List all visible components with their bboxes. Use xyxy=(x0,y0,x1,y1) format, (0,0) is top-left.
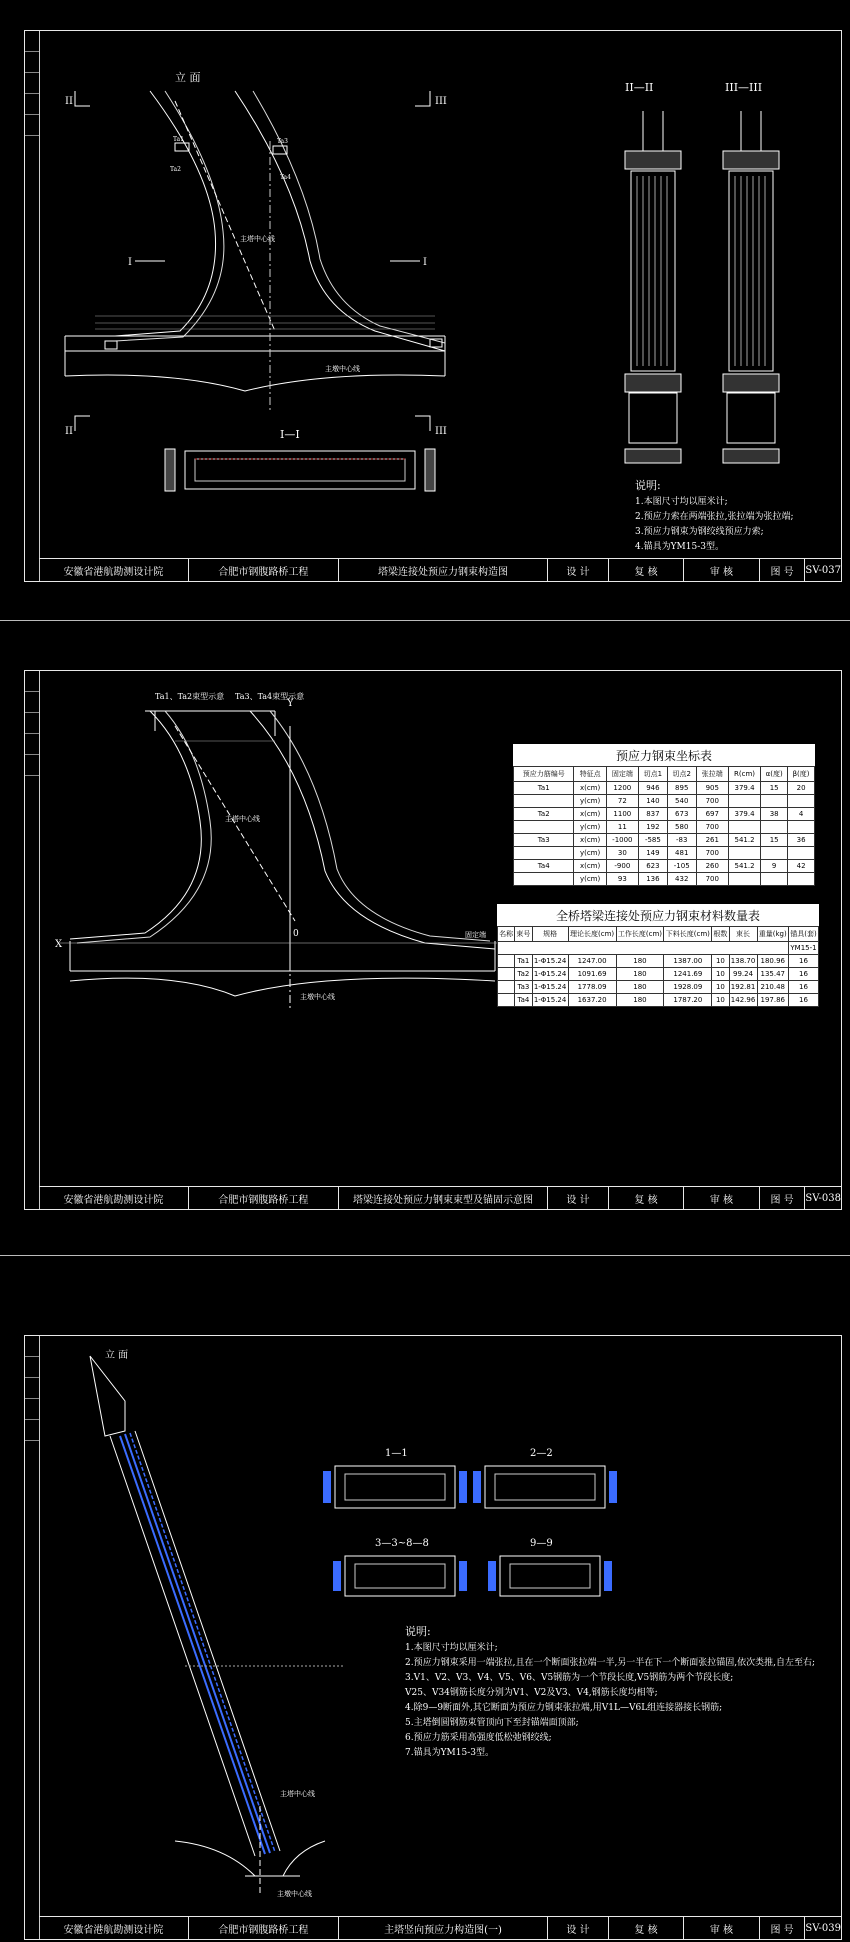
title-review: 复 核 xyxy=(609,1917,684,1939)
table-cell xyxy=(514,821,574,834)
title-design: 设 计 xyxy=(548,1917,609,1939)
title-drawing: 主塔竖向预应力构造图(一) xyxy=(339,1917,548,1939)
table-cell: 9 xyxy=(761,860,788,873)
col-header: 切点1 xyxy=(638,767,667,782)
table-cell xyxy=(761,873,788,886)
table-cell: 135.47 xyxy=(757,968,788,981)
table-row xyxy=(498,955,819,968)
table-cell: 541.2 xyxy=(728,860,760,873)
note-2: 2.预应力钢束采用一端张拉,且在一个断面张拉端一半,另一半在下一个断面张拉锚固,依次类推,自左至右; xyxy=(405,1658,816,1668)
col-header: 切点2 xyxy=(667,767,696,782)
table-cell: 481 xyxy=(667,847,696,860)
col-header: 工作长度(cm) xyxy=(616,927,664,942)
table-cell: 16 xyxy=(788,981,818,994)
col-header: 下料长度(cm) xyxy=(664,927,712,942)
section-III-title: III—III xyxy=(725,81,763,94)
col-header: α(度) xyxy=(761,767,788,782)
table-cell: 837 xyxy=(638,808,667,821)
note-1: 1.本图尺寸均以厘米计; xyxy=(405,1643,498,1653)
table-cell: Ta4 xyxy=(514,860,574,873)
table-cell xyxy=(514,873,574,886)
table-cell: 36 xyxy=(788,834,815,847)
title-block xyxy=(39,558,841,581)
title-no: SV-038 xyxy=(805,1192,841,1204)
title-no-label: 图 号 xyxy=(760,1917,806,1939)
table-cell xyxy=(761,821,788,834)
note-1: 1.本图尺寸均以厘米计; xyxy=(635,497,728,507)
table-cell xyxy=(788,821,815,834)
tower-axis-label: 主塔中心线 xyxy=(240,235,275,243)
table-cell: Ta2 xyxy=(515,968,532,981)
title-org: 安徽省港航勘测设计院 xyxy=(39,1187,189,1209)
sheet-separator xyxy=(0,1255,850,1256)
table-cell: 16 xyxy=(788,955,818,968)
title-org: 安徽省港航勘测设计院 xyxy=(39,559,189,581)
notes-block xyxy=(405,1624,825,1761)
table-cell: 905 xyxy=(696,782,728,795)
title-review: 复 核 xyxy=(609,1187,684,1209)
table-cell xyxy=(728,821,760,834)
axis-x-label: X xyxy=(55,939,63,950)
section-I-title: I—I xyxy=(280,428,300,441)
col-header: 锚具(套) xyxy=(788,927,818,942)
label-I-left: I xyxy=(128,257,132,268)
table-cell xyxy=(788,873,815,886)
table-cell: 4 xyxy=(788,808,815,821)
table-row xyxy=(514,873,815,886)
label-II-top: II xyxy=(65,96,73,107)
table-cell: 1928.09 xyxy=(664,981,712,994)
label-II-bottom: II xyxy=(65,426,73,437)
sheet-separator xyxy=(0,620,850,621)
table-cell: x(cm) xyxy=(574,808,606,821)
notes-heading: 说明: xyxy=(635,479,661,492)
col-header: β(度) xyxy=(788,767,815,782)
coordinate-table xyxy=(513,744,815,886)
section-II-title: II—II xyxy=(625,81,654,94)
table-cell: 10 xyxy=(712,981,729,994)
title-review: 复 核 xyxy=(609,559,684,581)
table-cell: 260 xyxy=(696,860,728,873)
table-cell: y(cm) xyxy=(574,795,606,808)
table-cell: y(cm) xyxy=(574,873,606,886)
pier-axis-label: 主墩中心线 xyxy=(325,365,360,373)
table-cell: 700 xyxy=(696,847,728,860)
label-ta1-ta2: Ta1、Ta2束型示意 xyxy=(155,692,225,701)
table-cell: y(cm) xyxy=(574,821,606,834)
drawing-sheet-sv037 xyxy=(0,0,850,612)
table-cell xyxy=(498,968,515,981)
table-cell: 379.4 xyxy=(728,808,760,821)
note-5: 5.主塔倒圆钢筋束管顶向下至封锚端面顶部; xyxy=(405,1718,579,1728)
drawing-sheet-sv039 xyxy=(0,1305,850,1942)
note-2: 2.预应力索在两端张拉,张拉端为张拉端; xyxy=(635,512,794,522)
table-cell: 697 xyxy=(696,808,728,821)
table-cell: 700 xyxy=(696,795,728,808)
col-header: 预应力筋编号 xyxy=(514,767,574,782)
table-cell: 30 xyxy=(606,847,638,860)
table-cell: 20 xyxy=(788,782,815,795)
note-3b: V25、V34钢筋长度分别为V1、V2及V3、V4,钢筋长度均相等; xyxy=(405,1688,658,1698)
table-cell: 180 xyxy=(616,994,664,1007)
table-row xyxy=(498,981,819,994)
table-cell: 210.48 xyxy=(757,981,788,994)
table-cell: 1787.20 xyxy=(664,994,712,1007)
table-row xyxy=(514,860,815,873)
table-cell: 138.70 xyxy=(729,955,757,968)
table-cell: -83 xyxy=(667,834,696,847)
table-cell: 379.4 xyxy=(728,782,760,795)
title-drawing: 塔梁连接处预应力钢束构造图 xyxy=(339,559,548,581)
table-cell: 38 xyxy=(761,808,788,821)
tower-axis-label: 主塔中心线 xyxy=(280,1790,315,1798)
table-cell: 192 xyxy=(638,821,667,834)
table-cell: 180 xyxy=(616,968,664,981)
table-cell: -105 xyxy=(667,860,696,873)
table-cell: 16 xyxy=(788,968,818,981)
table-cell: 10 xyxy=(712,968,729,981)
table-cell xyxy=(514,847,574,860)
label-III-top: III xyxy=(435,96,447,107)
table-cell: Ta3 xyxy=(514,834,574,847)
axis-y-label: Y xyxy=(287,698,294,709)
table-row xyxy=(498,968,819,981)
table-row xyxy=(514,782,815,795)
note-7: 7.锚具为YM15-3型。 xyxy=(405,1748,494,1758)
tower-axis-label: 主塔中心线 xyxy=(225,815,260,823)
col-header: 重量(kg) xyxy=(757,927,788,942)
table-cell: 149 xyxy=(638,847,667,860)
table-cell: 895 xyxy=(667,782,696,795)
quantity-table xyxy=(497,904,819,1007)
tendon-label-ta2: Ta2 xyxy=(170,166,181,173)
table-cell xyxy=(761,795,788,808)
title-approve: 审 核 xyxy=(684,559,759,581)
title-design: 设 计 xyxy=(548,1187,609,1209)
table-row xyxy=(514,821,815,834)
table-cell: 142.96 xyxy=(729,994,757,1007)
table-cell: 1241.69 xyxy=(664,968,712,981)
fixed-end-label: 固定端 xyxy=(465,931,486,939)
drawing-frame xyxy=(24,1335,842,1940)
section-1-title: 1—1 xyxy=(385,1448,408,1459)
table-cell xyxy=(498,994,515,1007)
table-cell: 16 xyxy=(788,994,818,1007)
table-cell: 180.96 xyxy=(757,955,788,968)
tendon-curve-right xyxy=(250,711,495,949)
title-project: 合肥市钢腹路桥工程 xyxy=(189,1187,339,1209)
table-cell: 700 xyxy=(696,873,728,886)
table-cell: 946 xyxy=(638,782,667,795)
table-cell: 180 xyxy=(616,981,664,994)
table-cell: 1-Φ15.24 xyxy=(532,955,568,968)
table-cell xyxy=(761,847,788,860)
pier-axis-label: 主墩中心线 xyxy=(300,993,335,1001)
title-no-label: 图 号 xyxy=(760,1187,806,1209)
table-cell: 540 xyxy=(667,795,696,808)
table-cell: 192.81 xyxy=(729,981,757,994)
anchor-spec: YM15-1 xyxy=(788,942,818,955)
table-cell: y(cm) xyxy=(574,847,606,860)
table-cell: 197.86 xyxy=(757,994,788,1007)
note-4: 4.除9—9断面外,其它断面为预应力钢束张拉端,用V1L—V6L组连接器接长钢筋; xyxy=(405,1703,723,1713)
table-cell: 10 xyxy=(712,955,729,968)
title-project: 合肥市钢腹路桥工程 xyxy=(189,559,339,581)
table-cell: 1637.20 xyxy=(568,994,616,1007)
table-cell: 1778.09 xyxy=(568,981,616,994)
table-cell: 15 xyxy=(761,834,788,847)
title-no: SV-037 xyxy=(805,564,841,576)
table-cell: 99.24 xyxy=(729,968,757,981)
col-header: 束长 xyxy=(729,927,757,942)
table-cell: x(cm) xyxy=(574,834,606,847)
table-cell: 1100 xyxy=(606,808,638,821)
table-cell: 72 xyxy=(606,795,638,808)
label-III-bottom: III xyxy=(435,426,447,437)
table-row xyxy=(514,808,815,821)
drawing-sheet-sv038 xyxy=(0,640,850,1240)
tendon-label-ta1: Ta1 xyxy=(173,136,184,143)
title-approve: 审 核 xyxy=(684,1917,759,1939)
table-cell: 432 xyxy=(667,873,696,886)
title-design: 设 计 xyxy=(548,559,609,581)
col-header: 固定端 xyxy=(606,767,638,782)
table-cell: 1247.00 xyxy=(568,955,616,968)
table-cell: -1000 xyxy=(606,834,638,847)
tendon-label-ta3: Ta3 xyxy=(277,138,288,145)
table-cell: Ta1 xyxy=(514,782,574,795)
elev-title: 立 面 xyxy=(105,1350,129,1361)
qty-table-title: 全桥塔梁连接处预应力钢束材料数量表 xyxy=(555,909,760,923)
note-4: 4.锚具为YM15-3型。 xyxy=(635,542,724,552)
table-cell: 580 xyxy=(667,821,696,834)
title-block xyxy=(39,1186,841,1209)
table-cell: 11 xyxy=(606,821,638,834)
table-cell: 1-Φ15.24 xyxy=(532,994,568,1007)
drawing-frame xyxy=(24,30,842,582)
label-ta3-ta4: Ta3、Ta4束型示意 xyxy=(235,692,305,701)
table-cell xyxy=(788,847,815,860)
table-cell: 1-Φ15.24 xyxy=(532,968,568,981)
pier-axis-label: 主墩中心线 xyxy=(277,1890,312,1898)
col-header: 特征点 xyxy=(574,767,606,782)
table-cell: 623 xyxy=(638,860,667,873)
table-cell xyxy=(498,955,515,968)
notes-heading: 说明: xyxy=(405,1625,431,1638)
origin-label: 0 xyxy=(293,929,299,939)
table-cell: 1387.00 xyxy=(664,955,712,968)
table-cell xyxy=(788,795,815,808)
left-leg-outline xyxy=(115,91,216,336)
label-I-right: I xyxy=(423,257,427,268)
tendon-label-ta4: Ta4 xyxy=(280,174,291,181)
drawing-frame xyxy=(24,670,842,1210)
table-cell: -900 xyxy=(606,860,638,873)
table-cell: Ta4 xyxy=(515,994,532,1007)
col-header: R(cm) xyxy=(728,767,760,782)
table-cell: 673 xyxy=(667,808,696,821)
col-header: 名称 xyxy=(498,927,515,942)
title-no: SV-039 xyxy=(805,1922,841,1934)
title-drawing: 塔梁连接处预应力钢束束型及锚固示意图 xyxy=(339,1187,548,1209)
note-3: 3.预应力钢束为钢绞线预应力索; xyxy=(635,527,764,537)
col-header: 束号 xyxy=(515,927,532,942)
table-cell: -585 xyxy=(638,834,667,847)
section-3-8-title: 3—3~8—8 xyxy=(375,1538,429,1549)
col-header: 理论长度(cm) xyxy=(568,927,616,942)
section-2-title: 2—2 xyxy=(530,1448,553,1459)
table-cell: 541.2 xyxy=(728,834,760,847)
table-cell: 261 xyxy=(696,834,728,847)
note-3: 3.V1、V2、V3、V4、V5、V6、V5钢筋为一个节段长度,V5钢筋为两个节段长度; xyxy=(405,1673,734,1683)
table-cell xyxy=(728,873,760,886)
table-cell xyxy=(728,795,760,808)
table-cell xyxy=(728,847,760,860)
col-header: 张拉端 xyxy=(696,767,728,782)
note-6: 6.预应力筋采用高强度低松弛钢绞线; xyxy=(405,1733,552,1743)
table-cell xyxy=(498,981,515,994)
table-row xyxy=(498,994,819,1007)
table-cell: 700 xyxy=(696,821,728,834)
table-row xyxy=(514,795,815,808)
title-block xyxy=(39,1916,841,1939)
title-project: 合肥市钢腹路桥工程 xyxy=(189,1917,339,1939)
table-cell: Ta2 xyxy=(514,808,574,821)
col-header: 根数 xyxy=(712,927,729,942)
table-cell: 10 xyxy=(712,994,729,1007)
table-row xyxy=(514,834,815,847)
table-cell: x(cm) xyxy=(574,860,606,873)
table-cell: 180 xyxy=(616,955,664,968)
title-no-label: 图 号 xyxy=(760,559,806,581)
table-cell: 140 xyxy=(638,795,667,808)
table-cell: Ta1 xyxy=(515,955,532,968)
table-cell: x(cm) xyxy=(574,782,606,795)
table-cell: Ta3 xyxy=(515,981,532,994)
notes-block xyxy=(635,478,815,555)
table-cell xyxy=(514,795,574,808)
table-cell: 136 xyxy=(638,873,667,886)
section-9-title: 9—9 xyxy=(530,1538,553,1549)
title-approve: 审 核 xyxy=(684,1187,759,1209)
coord-table-title: 预应力钢束坐标表 xyxy=(615,749,712,763)
tendon-curve-left xyxy=(70,711,201,939)
table-cell: 42 xyxy=(788,860,815,873)
table-row xyxy=(514,847,815,860)
table-cell: 93 xyxy=(606,873,638,886)
table-cell: 15 xyxy=(761,782,788,795)
table-cell: 1091.69 xyxy=(568,968,616,981)
table-cell: 1200 xyxy=(606,782,638,795)
elev-title: 立 面 xyxy=(175,71,201,84)
table-cell: 1-Φ15.24 xyxy=(532,981,568,994)
title-org: 安徽省港航勘测设计院 xyxy=(39,1917,189,1939)
col-header: 规格 xyxy=(532,927,568,942)
